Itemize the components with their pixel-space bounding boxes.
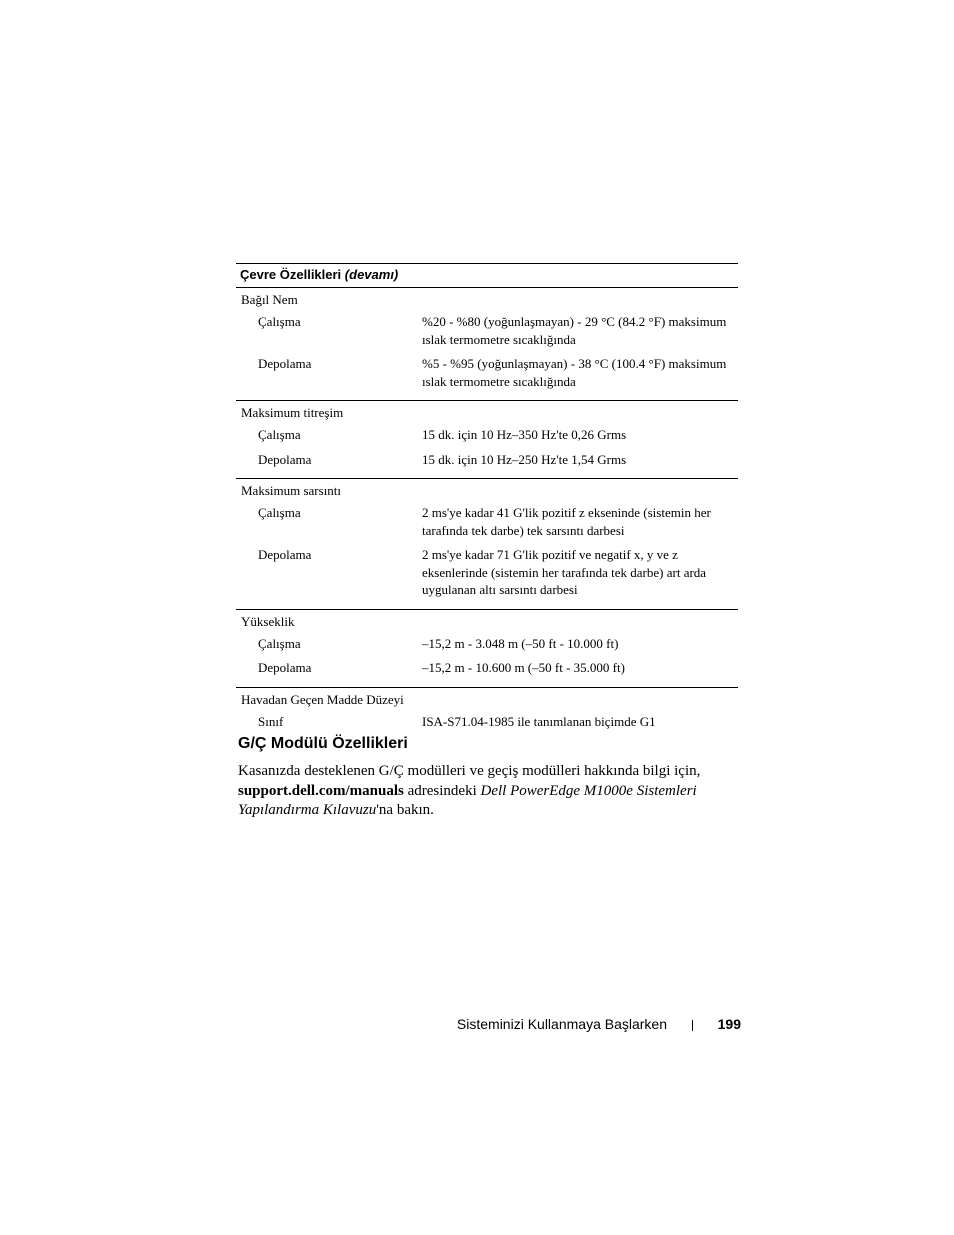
table-row [236, 312, 738, 354]
table-group-shock [236, 479, 738, 610]
table-row [236, 503, 738, 545]
body-paragraph [238, 762, 738, 821]
row-label: Çalışma [258, 314, 301, 329]
group-heading: Yükseklik [241, 613, 295, 629]
row-label: Depolama [258, 451, 312, 467]
row-label: Sınıf [258, 713, 284, 729]
row-label: Çalışma [258, 505, 301, 520]
table-title-text: Çevre Özellikleri [240, 267, 342, 282]
row-value: –15,2 m - 3.048 m (–50 ft - 10.000 ft) [422, 635, 619, 651]
para-text-mid: adresindeki [403, 782, 481, 799]
row-value: 15 dk. için 10 Hz–350 Hz'te 0,26 Grms [422, 427, 627, 442]
table-group-vibration [236, 401, 738, 479]
section-heading: G/Ç Modülü Özellikleri [238, 735, 408, 752]
group-heading: Havadan Geçen Madde Düzeyi [241, 691, 404, 707]
spec-table [236, 263, 738, 740]
table-group-humidity [236, 288, 738, 401]
table-row [236, 658, 738, 683]
row-label: Depolama [258, 547, 312, 562]
para-text-start: Kasanızda desteklenen G/Ç modülleri ve geçiş modülleri hakkında bilgi için, [238, 763, 701, 779]
row-value: 2 ms'ye kadar 71 G'lik pozitif ve negatif x, y ve z eksenlerinde (sistemin her tarafında tek darbe) art arda uygulanan altı sarsıntı darbesi [422, 547, 707, 597]
row-value: %20 - %80 (yoğunlaşmayan) - 29 °C (84.2 °F) maksimum ıslak termometre sıcaklığında [422, 314, 727, 347]
support-link[interactable]: support.dell.com/manuals [238, 782, 404, 799]
row-value: ISA-S71.04-1985 ile tanımlanan biçimde G1 [422, 713, 656, 729]
row-label: Depolama [258, 660, 312, 675]
table-row [236, 712, 738, 737]
table-row [236, 545, 738, 605]
group-heading: Maksimum sarsıntı [241, 483, 342, 498]
page-number: 199 [717, 1016, 741, 1032]
page-footer [0, 1016, 954, 1036]
row-label: Çalışma [258, 635, 301, 651]
table-title [236, 264, 738, 288]
group-heading: Maksimum titreşim [241, 405, 344, 420]
guide-title: Dell PowerEdge M1000e Sistemleri Yapılandırma Kılavuzu [238, 782, 697, 818]
footer-title: Sisteminizi Kullanmaya Başlarken [456, 1016, 667, 1032]
row-value: 15 dk. için 10 Hz–250 Hz'te 1,54 Grms [422, 451, 627, 467]
group-heading: Bağıl Nem [241, 292, 298, 307]
table-title-suffix: (devamı) [344, 267, 399, 282]
table-row [236, 634, 738, 659]
table-row [236, 425, 738, 450]
footer-separator [692, 1020, 693, 1031]
row-value: 2 ms'ye kadar 41 G'lik pozitif z ekseninde (sistemin her tarafında tek darbe) tek sarsıntı darbesi [422, 505, 711, 538]
row-label: Çalışma [258, 427, 301, 442]
table-row [236, 450, 738, 475]
row-label: Depolama [258, 356, 312, 371]
row-value: –15,2 m - 10.600 m (–50 ft - 35.000 ft) [422, 660, 625, 675]
table-row [236, 354, 738, 396]
row-value: %5 - %95 (yoğunlaşmayan) - 38 °C (100.4 °F) maksimum ıslak termometre sıcaklığında [422, 356, 727, 389]
table-group-altitude [236, 610, 738, 688]
para-text-end: 'na bakın. [376, 802, 434, 818]
table-group-airborne-contaminant [236, 688, 738, 741]
